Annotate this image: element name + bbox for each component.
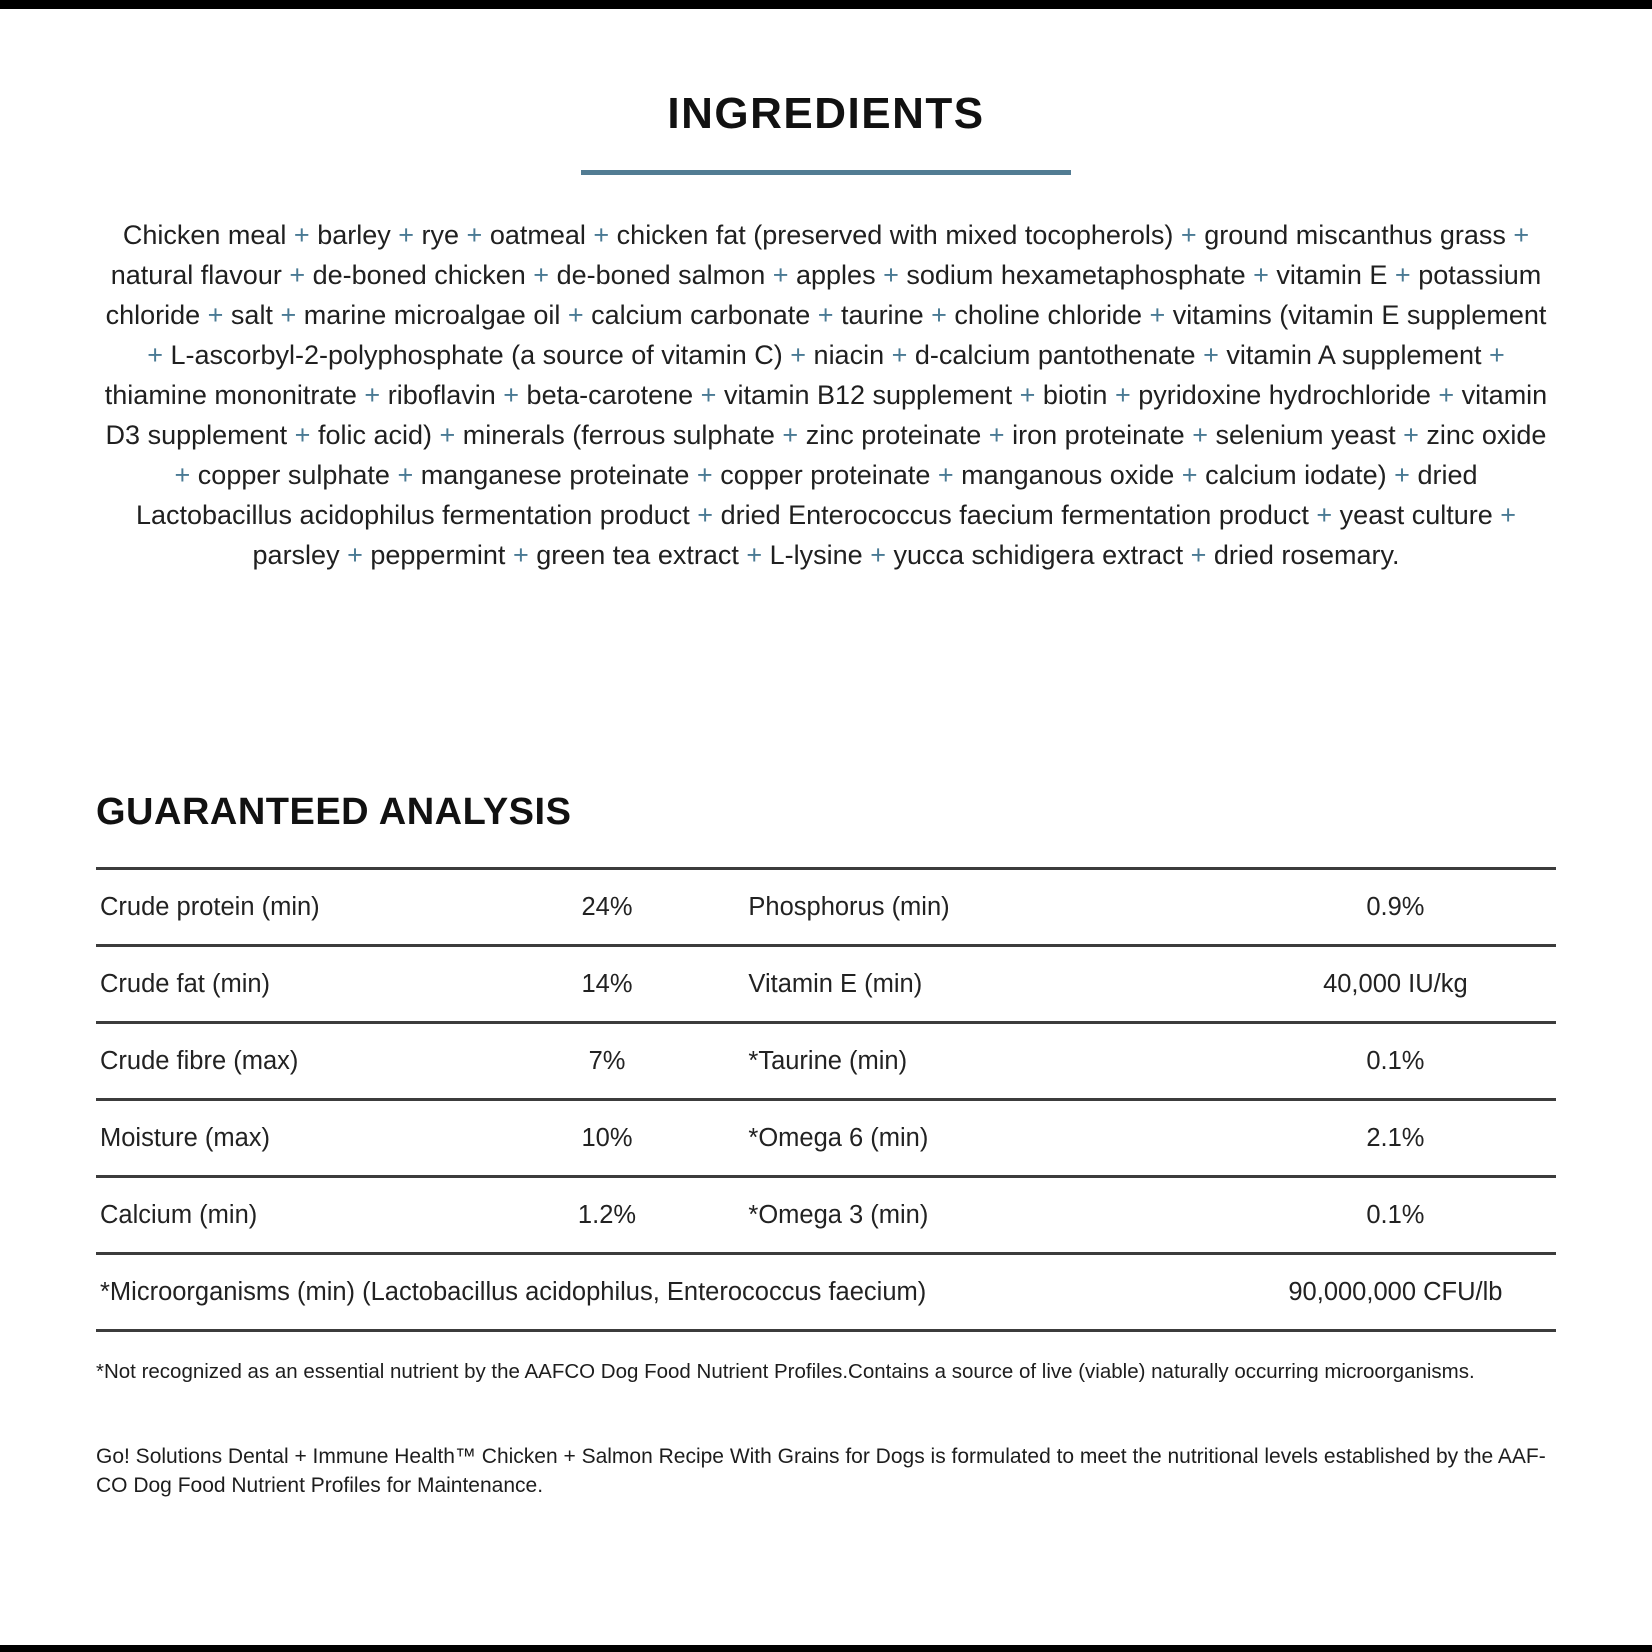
table-row: [96, 947, 1556, 1024]
guaranteed-analysis-title: GUARANTEED ANALYSIS: [96, 791, 572, 833]
letterbox-bar-bottom: [0, 1645, 1652, 1652]
plus-separator: +: [1245, 260, 1277, 290]
nutrient-label: Crude fat (min): [100, 969, 271, 998]
plus-separator: +: [1173, 220, 1205, 250]
plus-separator: +: [774, 420, 806, 450]
nutrient-label: Moisture (max): [100, 1123, 271, 1152]
plus-separator: +: [738, 540, 770, 570]
plus-separator: +: [390, 220, 422, 250]
plus-separator: +: [1184, 420, 1216, 450]
plus-separator: +: [356, 380, 388, 410]
nutrient-value: 24%: [581, 892, 633, 921]
plus-separator: +: [1107, 380, 1139, 410]
table-row: [96, 1178, 1556, 1255]
nutrient-value: 0.1%: [1366, 1200, 1425, 1229]
ingredients-text: Chicken meal + barley + rye + oatmeal + chicken fat (preserved with mixed tocopherols) + ground miscanthus grass + natural flavour + de-boned chicken + de-boned salmon + apples + sodium hexametaphosphate + vitamin E + potassium chloride + salt + marine microalgae oil + calcium carbonate + taurine + choline chloride + vitamins (vitamin E supplement + L-ascorbyl-2-polyphosphate (a source of vitamin C) + niacin + d-calcium pantothenate + vitamin A supplement + thiamine mononitrate + riboflavin + beta-carotene + vitamin B12 supplement + biotin + pyridoxine hydrochloride + vitamin D3 supplement + folic acid) + minerals (ferrous sulphate + zinc proteinate + iron proteinate + selenium yeast + zinc oxide + copper sulphate + manganese proteinate + copper proteinate + manganous oxide + calcium iodate) + dried Lactobacillus acidophilus fermentation product + dried Enterococcus faecium fermentation product + yeast culture + parsley + peppermint + green tea extract + L-lysine + yucca schidigera extract + dried rosemary.: [104, 220, 1548, 570]
plus-separator: +: [286, 220, 318, 250]
plus-separator: +: [1195, 340, 1227, 370]
plus-separator: +: [1395, 420, 1427, 450]
plus-separator: +: [1142, 300, 1173, 330]
plus-separator: +: [1505, 220, 1530, 250]
nutrient-label: Crude fibre (max): [100, 1046, 299, 1075]
nutrient-label: *Taurine (min): [748, 1046, 908, 1075]
plus-separator: +: [862, 540, 894, 570]
table-row: [96, 1024, 1556, 1101]
plus-separator: +: [339, 540, 371, 570]
plus-separator: +: [200, 300, 231, 330]
plus-separator: +: [281, 260, 313, 290]
letterbox-bar-top: [0, 0, 1652, 9]
plus-separator: +: [1481, 340, 1505, 370]
plus-separator: +: [1430, 380, 1462, 410]
plus-separator: +: [1174, 460, 1206, 490]
plus-separator: +: [689, 460, 721, 490]
formulation-line-1: Go! Solutions Dental + Immune Health™ Chicken + Salmon Recipe With Grains for Dogs is formulated to meet the nutritional levels established by the AAF-: [96, 1445, 1546, 1468]
plus-separator: +: [505, 540, 537, 570]
plus-separator: +: [689, 500, 721, 530]
plus-separator: +: [981, 420, 1013, 450]
nutrient-value: 10%: [581, 1123, 633, 1152]
nutrient-value: 0.9%: [1366, 892, 1425, 921]
table-row: [96, 870, 1556, 947]
plus-separator: +: [585, 220, 617, 250]
nutrient-value: 0.1%: [1366, 1046, 1425, 1075]
plus-separator: +: [693, 380, 724, 410]
nutrient-label: *Omega 3 (min): [748, 1200, 929, 1229]
plus-separator: +: [560, 300, 592, 330]
nutrient-label: Phosphorus (min): [748, 892, 950, 921]
plus-separator: +: [875, 260, 907, 290]
formulation-line-2: CO Dog Food Nutrient Profiles for Maintenance.: [96, 1474, 544, 1497]
plus-separator: +: [272, 300, 304, 330]
title-underline: [581, 170, 1071, 175]
guaranteed-analysis-table: [96, 867, 1556, 1332]
nutrient-value: 7%: [588, 1046, 626, 1075]
nutrient-value: 90,000,000 CFU/lb: [1288, 1277, 1503, 1306]
plus-separator: +: [810, 300, 842, 330]
nutrient-label: Crude protein (min): [100, 892, 320, 921]
table-row: [96, 1101, 1556, 1178]
plus-separator: +: [1492, 500, 1517, 530]
plus-separator: +: [147, 340, 171, 370]
nutrient-value: 14%: [581, 969, 633, 998]
guaranteed-analysis-section: [96, 793, 1556, 1332]
plus-separator: +: [1183, 540, 1214, 570]
plus-separator: +: [765, 260, 796, 290]
nutrient-label: *Microorganisms (min) (Lactobacillus acidophilus, Enterococcus faecium): [100, 1277, 927, 1306]
plus-separator: +: [1387, 260, 1419, 290]
plus-separator: +: [1308, 500, 1340, 530]
aafco-footnote: *Not recognized as an essential nutrient by the AAFCO Dog Food Nutrient Profiles.Contains a source of live (viable) naturally occurring microorganisms.: [96, 1360, 1475, 1383]
plus-separator: +: [495, 380, 527, 410]
microorganisms-row: [96, 1255, 1556, 1332]
ingredients-title: INGREDIENTS: [667, 89, 985, 138]
plus-separator: +: [525, 260, 557, 290]
nutrient-value: 1.2%: [577, 1200, 637, 1229]
nutrient-value: 40,000 IU/kg: [1323, 969, 1468, 998]
plus-separator: +: [459, 220, 490, 250]
plus-separator: +: [930, 460, 962, 490]
plus-separator: +: [389, 460, 421, 490]
plus-separator: +: [923, 300, 955, 330]
plus-separator: +: [174, 460, 198, 490]
plus-separator: +: [884, 340, 915, 370]
nutrient-value: 2.1%: [1366, 1123, 1425, 1152]
plus-separator: +: [1012, 380, 1043, 410]
nutrient-label: Vitamin E (min): [748, 969, 923, 998]
nutrient-label: Calcium (min): [100, 1200, 258, 1229]
nutrient-label: *Omega 6 (min): [748, 1123, 929, 1152]
plus-separator: +: [287, 420, 318, 450]
formulation-statement: [96, 1442, 1556, 1500]
plus-separator: +: [782, 340, 814, 370]
plus-separator: +: [431, 420, 463, 450]
plus-separator: +: [1386, 460, 1418, 490]
